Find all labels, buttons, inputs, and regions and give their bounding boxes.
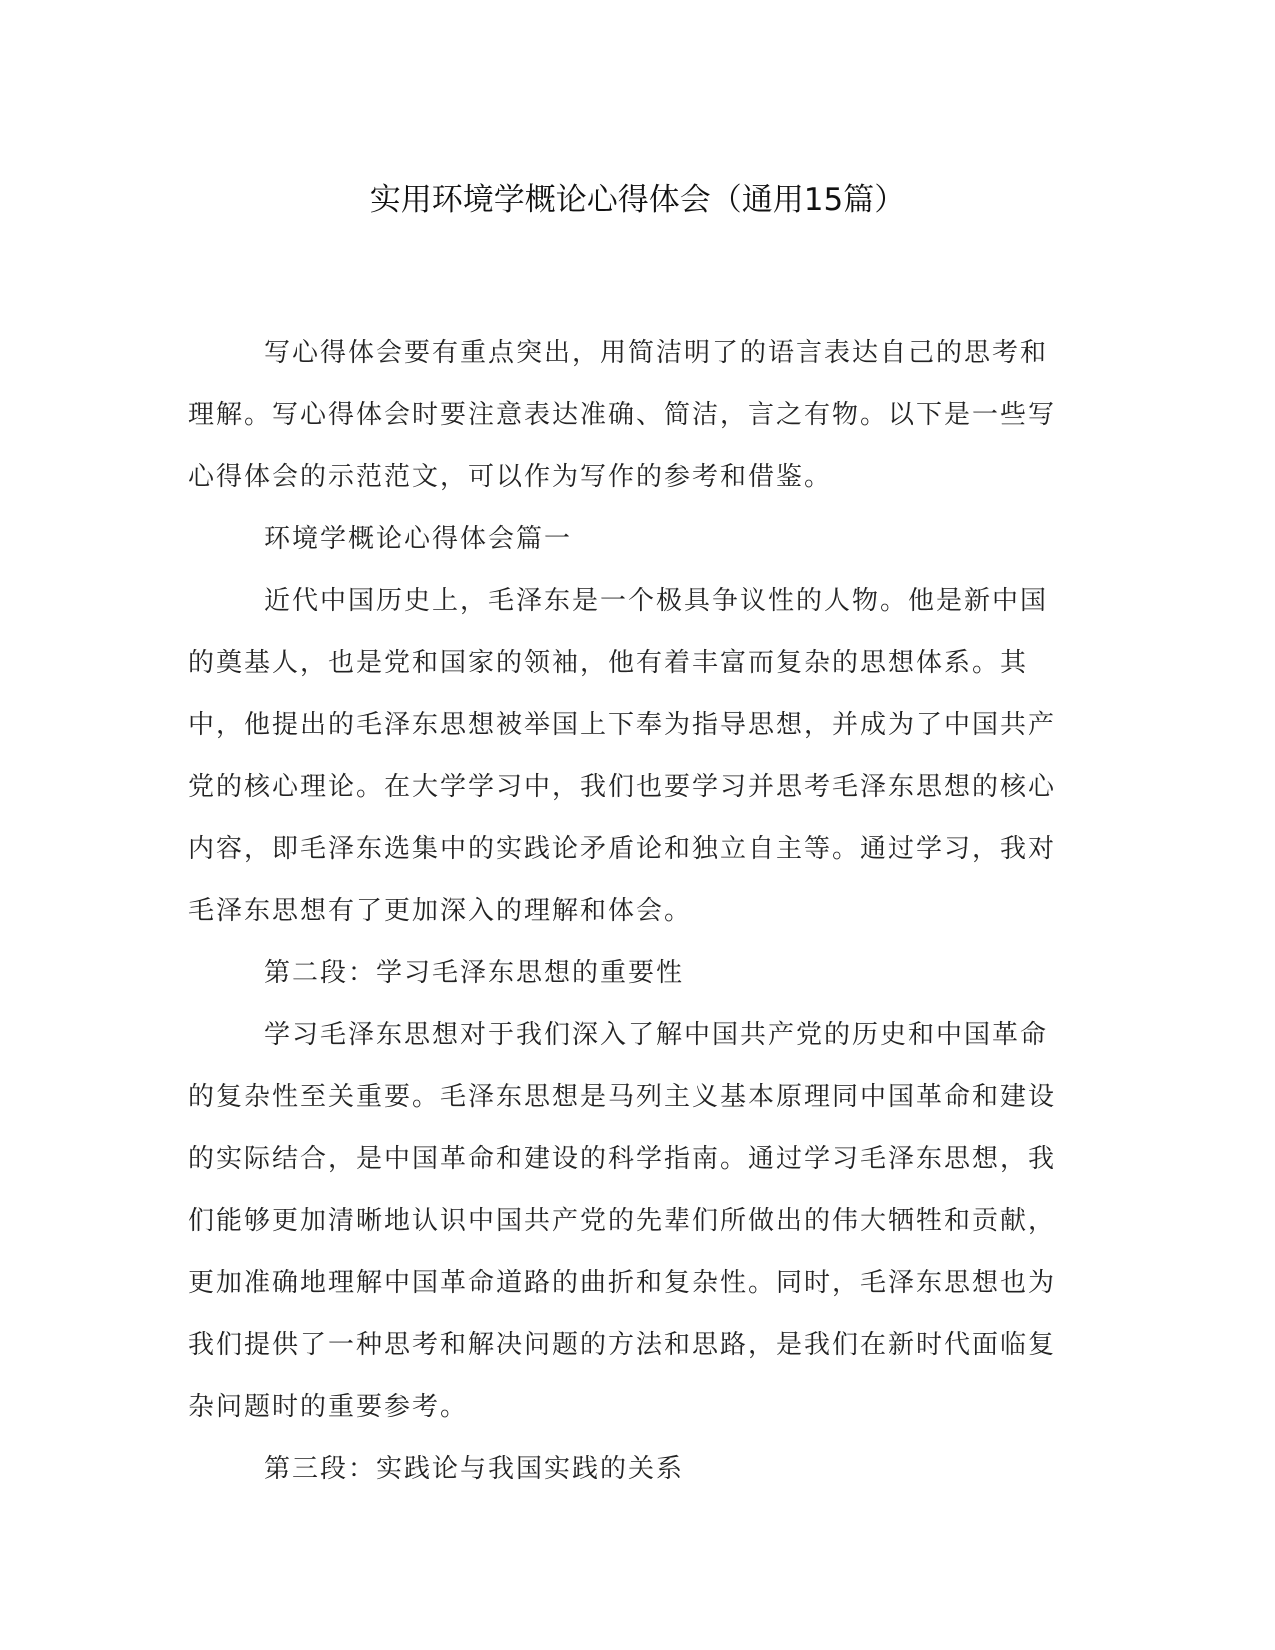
section-heading-3: 第三段：实践论与我国实践的关系 xyxy=(264,1454,685,1484)
section-1-paragraph: 近代中国历史上，毛泽东是一个极具争议性的人物。他是新中国的奠基人，也是党和国家的领袖，他有着丰富而复杂的思想体系。其中，他提出的毛泽东思想被举国上下奉为指导思想，并成为了中国共产党的核心理论。在大学学习中，我们也要学习并思考毛泽东思想的核心内容，即毛泽东选集中的实践论矛盾论和独立自主等。通过学习，我对毛泽东思想有了更加深入的理解和体会。 xyxy=(188,586,1057,926)
document-title: 实用环境学概论心得体会（通用15篇） xyxy=(369,182,906,218)
section-2-paragraph: 学习毛泽东思想对于我们深入了解中国共产党的历史和中国革命的复杂性至关重要。毛泽东思想是马列主义基本原理同中国革命和建设的实际结合，是中国革命和建设的科学指南。通过学习毛泽东思想，我们能够更加清晰地认识中国共产党的先辈们所做出的伟大牺牲和贡献，更加准确地理解中国革命道路的曲折和复杂性。同时，毛泽东思想也为我们提供了一种思考和解决问题的方法和思路，是我们在新时代面临复杂问题时的重要参考。 xyxy=(188,1020,1057,1422)
section-heading-1: 环境学概论心得体会篇一 xyxy=(264,524,573,554)
document-body xyxy=(188,322,1068,1500)
section-heading-2: 第二段：学习毛泽东思想的重要性 xyxy=(264,958,685,988)
intro-paragraph: 写心得体会要有重点突出，用简洁明了的语言表达自己的思考和理解。写心得体会时要注意表达准确、简洁，言之有物。以下是一些写心得体会的示范范文，可以作为写作的参考和借鉴。 xyxy=(188,338,1057,492)
